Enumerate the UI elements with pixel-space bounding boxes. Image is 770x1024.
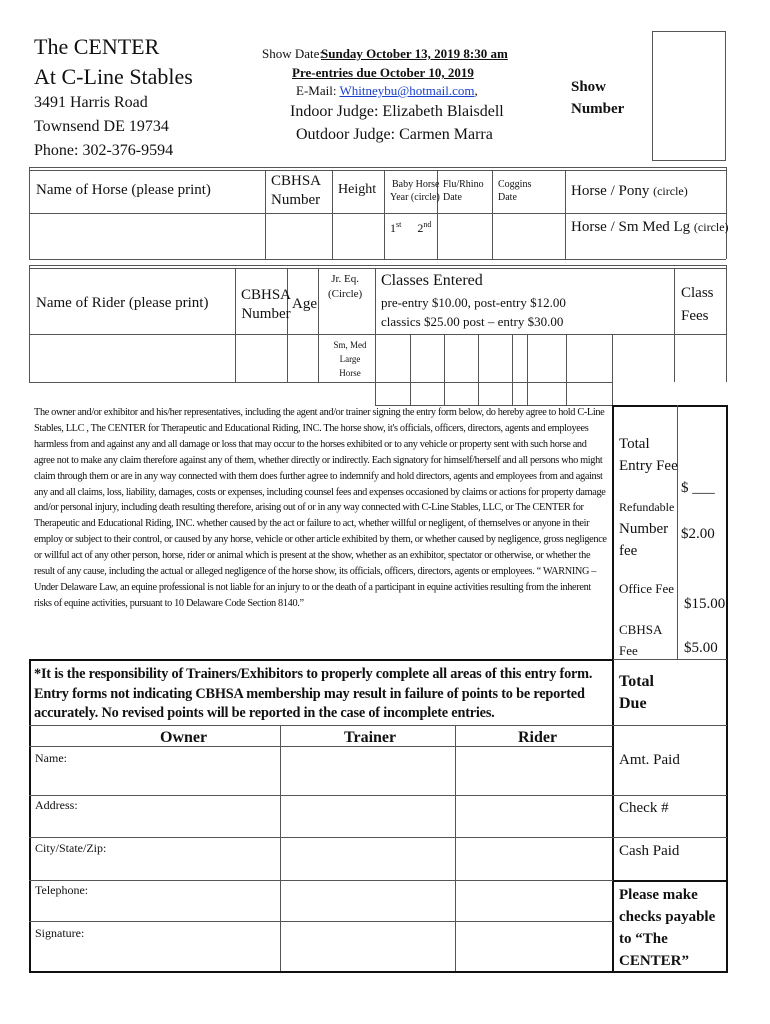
baby-horse-line2: Year (circle) bbox=[390, 192, 440, 203]
rider-cbhsa-header bbox=[241, 286, 291, 324]
amt-paid-label: Amt. Paid bbox=[619, 752, 680, 768]
classes-prices-line2: classics $25.00 post – entry $30.00 bbox=[381, 314, 564, 329]
venue-phone: Phone: 302-376-9594 bbox=[34, 142, 174, 159]
year-2-sup: nd bbox=[423, 220, 432, 229]
horse-name-header: Name of Horse (please print) bbox=[36, 182, 211, 198]
refundable-fee-value: $2.00 bbox=[681, 526, 715, 542]
outdoor-judge: Outdoor Judge: Carmen Marra bbox=[296, 126, 493, 143]
cbhsa-fee-value: $5.00 bbox=[684, 640, 718, 656]
office-fee-label: Office Fee bbox=[619, 581, 674, 596]
email-suffix: , bbox=[474, 83, 478, 98]
liability-waiver: The owner and/or exhibitor and his/her representatives, including the agent and/or trainer signing the entry form below, do hereby agree to hold C-Line Stables, LLC , The CENTER for Therapeutic and Educational Riding, INC. The horse show, it's officials, officers, directors, agents and employees harmless from and against any and all damage or loss that may occur to the horses exhibited or to any vehicle or property sent with such horse and agree not to make any claim therefore against any of them, whether directly or indirectly. Each signatory for himself/herself and all persons who might claim through them or are in any way connected with them does further agree to indemnify and hold directors, agents and employees from and against any and all claims, loss, liability, damages, costs or expenses, including counsel fees and expenses occasioned by claims or actions for property damage and/or personal injury, including death resulting therefore, arising out of or in any way connected with C-Line Stables, LLC, or The CENTER for Therapeutic and Educational Riding, INC. whether caused by the act or failure to act, whether willful or negligent, of themselves or anyone in their employ or subject to their control, or caused by any horse, vehicle or other article exhibited by them, or whether caused by negligence, gross negligence or willful act of any other person, horse, rider or animal which is present at the show, whether as an exhibitor, spectator or otherwise, or whether the result of any cause, including the actual or alleged negligence of the horse show, its officials, officers, directors, agents or employees. “ WARNING – Under Delaware Law, an equine professional is not liable for an injury to or the death of a participant in equine activities resulting from the inherent risks of equine activities, pursuant to 10 Delaware Code Section 8140.” bbox=[34, 407, 607, 609]
show-date: Sunday October 13, 2019 8:30 am bbox=[321, 46, 508, 61]
telephone-label: Telephone: bbox=[35, 883, 89, 897]
flu-line1: Flu/Rhino bbox=[443, 179, 484, 190]
show-number-line2: Number bbox=[571, 101, 625, 117]
coggins-line1: Coggins bbox=[498, 179, 532, 190]
address-label: Address: bbox=[35, 798, 78, 812]
preentries-due: Pre-entries due October 10, 2019 bbox=[292, 65, 474, 80]
horse-pony-text: Horse / Pony bbox=[571, 183, 650, 199]
cbhsa-fee-line2: Fee bbox=[619, 643, 638, 658]
age-header: Age bbox=[292, 296, 317, 312]
refundable-line3: fee bbox=[619, 543, 638, 559]
email-label: E-Mail: bbox=[296, 83, 337, 98]
classes-entered-header: Classes Entered bbox=[381, 272, 483, 289]
cbhsa-fee-line1: CBHSA bbox=[619, 622, 663, 637]
city-state-zip-label: City/State/Zip: bbox=[35, 841, 107, 855]
venue-city: Townsend DE 19734 bbox=[34, 118, 169, 135]
total-due-line2: Due bbox=[619, 695, 647, 712]
show-date-label: Show Date: bbox=[262, 46, 324, 61]
office-fee-value: $15.00 bbox=[684, 596, 726, 612]
coggins-header bbox=[498, 178, 531, 204]
rider-cbhsa-line1: CBHSA bbox=[241, 287, 292, 303]
owner-header: Owner bbox=[160, 729, 208, 746]
year-2: 2 bbox=[417, 221, 424, 235]
payable-note: Please make checks payable to “The CENTER” bbox=[619, 887, 716, 969]
indoor-judge: Indoor Judge: Elizabeth Blaisdell bbox=[290, 103, 504, 120]
height-header: Height bbox=[338, 182, 377, 197]
venue-subtitle: At C-Line Stables bbox=[34, 64, 193, 89]
jr-eq-line1: Jr. Eq. bbox=[331, 273, 359, 285]
class-fees-header bbox=[681, 282, 714, 328]
total-due-label bbox=[619, 671, 654, 715]
year-1: 1 bbox=[390, 221, 396, 235]
jr-eq-options[interactable] bbox=[330, 338, 370, 380]
circle-note: (circle) bbox=[653, 184, 688, 198]
jr-eq-line2: (Circle) bbox=[328, 288, 363, 300]
name-label: Name: bbox=[35, 751, 67, 765]
rider-name-header: Name of Rider (please print) bbox=[36, 295, 209, 311]
refundable-fee-label bbox=[619, 496, 674, 562]
coggins-line2: Date bbox=[498, 192, 517, 203]
cbhsa-fee-label bbox=[619, 619, 662, 661]
show-number-label bbox=[571, 76, 624, 120]
horse-size-text: Horse / Sm Med Lg bbox=[571, 219, 691, 235]
year-1-sup: st bbox=[396, 220, 402, 229]
class-fees-line1: Class bbox=[681, 285, 714, 301]
classes-prices-line1: pre-entry $10.00, post-entry $12.00 bbox=[381, 295, 566, 310]
total-entry-fee-value[interactable]: $ ___ bbox=[681, 480, 715, 496]
venue-address: 3491 Harris Road bbox=[34, 94, 148, 111]
rider-header: Rider bbox=[518, 729, 558, 746]
signature-label: Signature: bbox=[35, 926, 85, 940]
venue-name: The CENTER bbox=[34, 34, 160, 59]
check-number-label: Check # bbox=[619, 800, 669, 816]
jr-option-1: Sm, Med bbox=[333, 340, 367, 350]
responsibility-notice: *It is the responsibility of Trainers/Exhibitors to properly complete all areas of this entry form. Entry forms not indicating CBHSA membership may result in failure of points to be reported accurately. No revised points will be reported in the case of incomplete entries. bbox=[34, 666, 593, 721]
circle-note-2: (circle) bbox=[693, 220, 729, 234]
show-number-box[interactable] bbox=[652, 31, 726, 161]
rider-cbhsa-line2: Number bbox=[241, 306, 291, 322]
trainer-header: Trainer bbox=[344, 729, 397, 746]
flu-line2: Date bbox=[443, 192, 462, 203]
horse-cbhsa-line1: CBHSA bbox=[271, 173, 322, 189]
baby-horse-line1: Baby Horse bbox=[392, 179, 440, 190]
total-entry-line1: Total bbox=[619, 436, 650, 452]
jr-option-2: Large bbox=[339, 354, 361, 364]
flu-rhino-header bbox=[443, 178, 484, 204]
show-number-line1: Show bbox=[571, 79, 607, 95]
baby-horse-header bbox=[390, 178, 440, 204]
baby-year-options[interactable] bbox=[390, 220, 431, 236]
cash-paid-label: Cash Paid bbox=[619, 843, 680, 859]
class-fees-line2: Fees bbox=[681, 308, 709, 324]
horse-cbhsa-line2: Number bbox=[271, 192, 321, 208]
horse-size-choice[interactable] bbox=[571, 219, 729, 236]
total-entry-fee-label bbox=[619, 433, 678, 477]
email-line bbox=[296, 84, 478, 99]
horse-pony-choice[interactable] bbox=[571, 183, 688, 200]
refundable-line2: Number bbox=[619, 521, 669, 537]
horse-cbhsa-header bbox=[271, 172, 321, 210]
total-entry-line2: Entry Fee bbox=[619, 458, 678, 474]
refundable-line1: Refundable bbox=[619, 500, 675, 514]
email-link[interactable]: Whitneybu@hotmail.com bbox=[339, 83, 475, 98]
total-due-line1: Total bbox=[619, 673, 654, 690]
jr-option-3: Horse bbox=[339, 368, 361, 378]
jr-eq-header bbox=[328, 272, 362, 302]
